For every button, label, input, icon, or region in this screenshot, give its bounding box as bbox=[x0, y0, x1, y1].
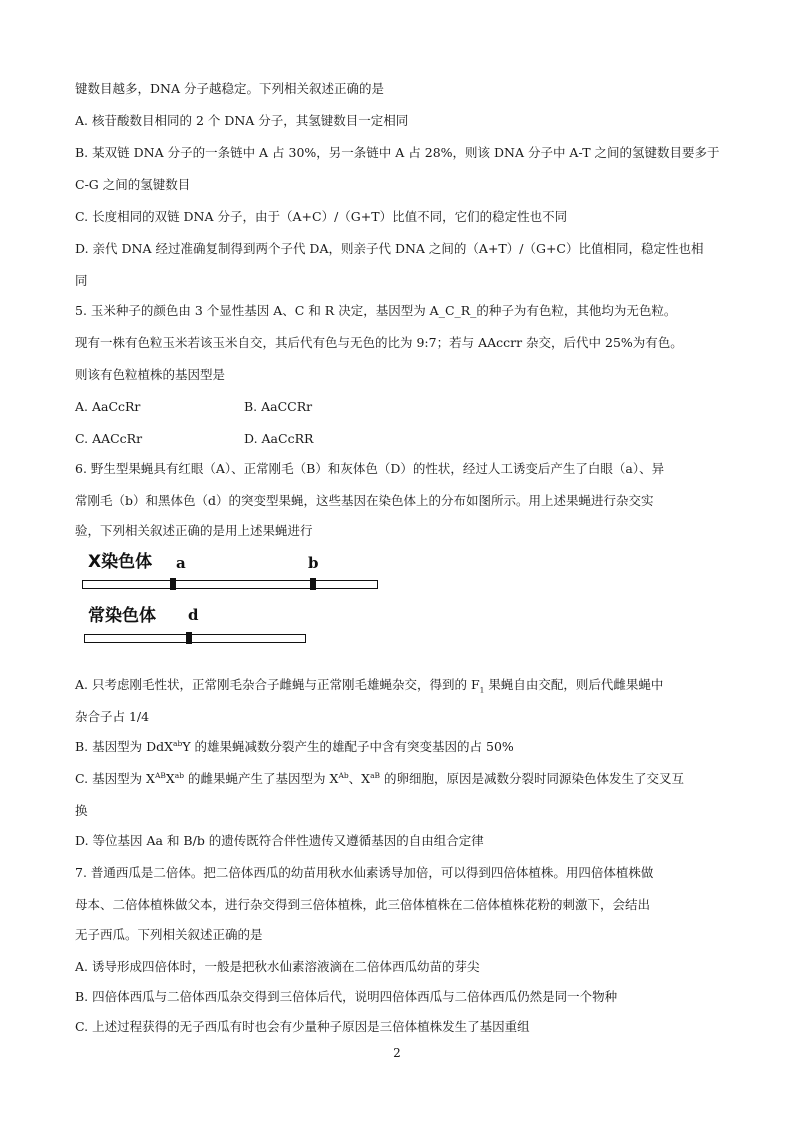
q6-option-c-post: 的卵细胞，原因是减数分裂时同源染色体发生了交叉互 bbox=[380, 771, 685, 786]
q6-option-b bbox=[75, 738, 725, 756]
q6-option-c-sup4: aB bbox=[370, 770, 381, 780]
q5-stem-line3: 则该有色粒植株的基因型是 bbox=[75, 367, 226, 382]
q7-stem-line1: 7. 普通西瓜是二倍体。把二倍体西瓜的幼苗用秋水仙素诱导加倍，可以得到四倍体植株。用四倍体植株做 bbox=[75, 865, 654, 880]
f1-subscript: 1 bbox=[479, 685, 485, 695]
q5-option-b: B. AaCCRr bbox=[244, 399, 313, 414]
q5-option-a: A. AaCcRr bbox=[75, 399, 141, 414]
autosome-label: 常染色体 bbox=[88, 606, 156, 626]
q4-option-b-line2: C-G 之间的氢键数目 bbox=[75, 177, 191, 192]
q6-option-c-mid: X bbox=[165, 771, 175, 786]
q6-option-a-line2: 杂合子占 1/4 bbox=[75, 709, 150, 724]
q6-option-b-post: Y 的雄果蝇减数分裂产生的雄配子中含有突变基因的占 50% bbox=[182, 739, 514, 754]
autosome-bar bbox=[84, 634, 306, 643]
q6-option-b-pre: B. 基因型为 DdX bbox=[75, 739, 174, 754]
x-chromosome-bar bbox=[82, 580, 378, 589]
q4-option-a: A. 核苷酸数目相同的 2 个 DNA 分子，其氢键数目一定相同 bbox=[75, 113, 409, 128]
q6-option-a-text: A. 只考虑刚毛性状，正常刚毛杂合子雌蝇与正常刚毛雄蝇杂交，得到的 F bbox=[75, 677, 480, 692]
q4-option-b-line1: B. 某双链 DNA 分子的一条链中 A 占 30%，另一条链中 A 占 28%，则该 DNA 分子中 A-T 之间的氢键数目要多于 bbox=[75, 145, 720, 160]
gene-d-label: d bbox=[188, 606, 199, 624]
q6-option-a-text-end: 果蝇自由交配，则后代雌果蝇中 bbox=[484, 677, 664, 692]
q6-option-c-line1 bbox=[75, 770, 725, 788]
q7-option-b: B. 四倍体西瓜与二倍体西瓜杂交得到三倍体后代，说明四倍体西瓜与二倍体西瓜仍然是同一个物种 bbox=[75, 989, 618, 1004]
q4-stem-end: 键数目越多，DNA 分子越稳定。下列相关叙述正确的是 bbox=[75, 81, 384, 96]
q6-option-a-line1 bbox=[75, 676, 725, 694]
chromosome-diagram bbox=[80, 548, 390, 652]
q7-stem-line2: 母本、二倍体植株做父本，进行杂交得到三倍体植株，此三倍体植株在二倍体植株花粉的刺激下，会结出 bbox=[75, 897, 651, 912]
q5-stem-line1: 5. 玉米种子的颜色由 3 个显性基因 A、C 和 R 决定，基因型为 A_C_R_的种子为有色粒，其他均为无色粒。 bbox=[75, 303, 677, 318]
q6-option-b-sup: ab bbox=[173, 738, 183, 748]
x-chromosome-label: X染色体 bbox=[88, 552, 153, 572]
gene-a-label: a bbox=[176, 554, 186, 572]
q7-option-a: A. 诱导形成四倍体时，一般是把秋水仙素溶液滴在二倍体西瓜幼苗的芽尖 bbox=[75, 959, 480, 974]
q6-option-c-mid3: 、X bbox=[348, 771, 371, 786]
q4-option-c: C. 长度相同的双链 DNA 分子，由于（A+C）/（G+T）比值不同，它们的稳定性也不同 bbox=[75, 209, 568, 224]
q6-option-c-sup3: Ab bbox=[338, 770, 349, 780]
q6-option-d: D. 等位基因 Aa 和 B/b 的遗传既符合伴性遗传又遵循基因的自由组合定律 bbox=[75, 833, 484, 848]
q6-option-c-mid2: 的雌果蝇产生了基因型为 X bbox=[184, 771, 339, 786]
q6-option-c-sup1: AB bbox=[154, 770, 166, 780]
q7-option-c: C. 上述过程获得的无子西瓜有时也会有少量种子原因是三倍体植株发生了基因重组 bbox=[75, 1019, 530, 1034]
q7-stem-line3: 无子西瓜。下列相关叙述正确的是 bbox=[75, 927, 263, 942]
q6-stem-line3: 验，下列相关叙述正确的是用上述果蝇进行 bbox=[75, 523, 313, 538]
gene-d-locus bbox=[186, 632, 192, 644]
q6-option-c-pre: C. 基因型为 X bbox=[75, 771, 155, 786]
gene-a-locus bbox=[170, 578, 176, 590]
q6-option-c-sup2: ab bbox=[174, 770, 185, 780]
q6-stem-line1: 6. 野生型果蝇具有红眼（A）、正常刚毛（B）和灰体色（D）的性状，经过人工诱变后产生了白眼（a）、异 bbox=[75, 461, 665, 476]
q4-option-d-line1: D. 亲代 DNA 经过准确复制得到两个子代 DA，则亲子代 DNA 之间的（A+T）/（G+C）比值相同，稳定性也相 bbox=[75, 241, 704, 256]
q6-option-c-line2: 换 bbox=[75, 803, 88, 818]
q4-option-d-line2: 同 bbox=[75, 273, 88, 288]
page-number: 2 bbox=[393, 1046, 401, 1060]
gene-b-locus bbox=[310, 578, 316, 590]
q5-option-c: C. AACcRr bbox=[75, 431, 143, 446]
q5-stem-line2: 现有一株有色粒玉米若该玉米自交，其后代有色与无色的比为 9:7；若与 AAccrr 杂交，后代中 25%为有色。 bbox=[75, 335, 683, 350]
q5-option-d: D. AaCcRR bbox=[244, 431, 314, 446]
q6-stem-line2: 常刚毛（b）和黑体色（d）的突变型果蝇，这些基因在染色体上的分布如图所示。用上述果蝇进行杂交实 bbox=[75, 493, 654, 508]
gene-b-label: b bbox=[308, 554, 319, 572]
